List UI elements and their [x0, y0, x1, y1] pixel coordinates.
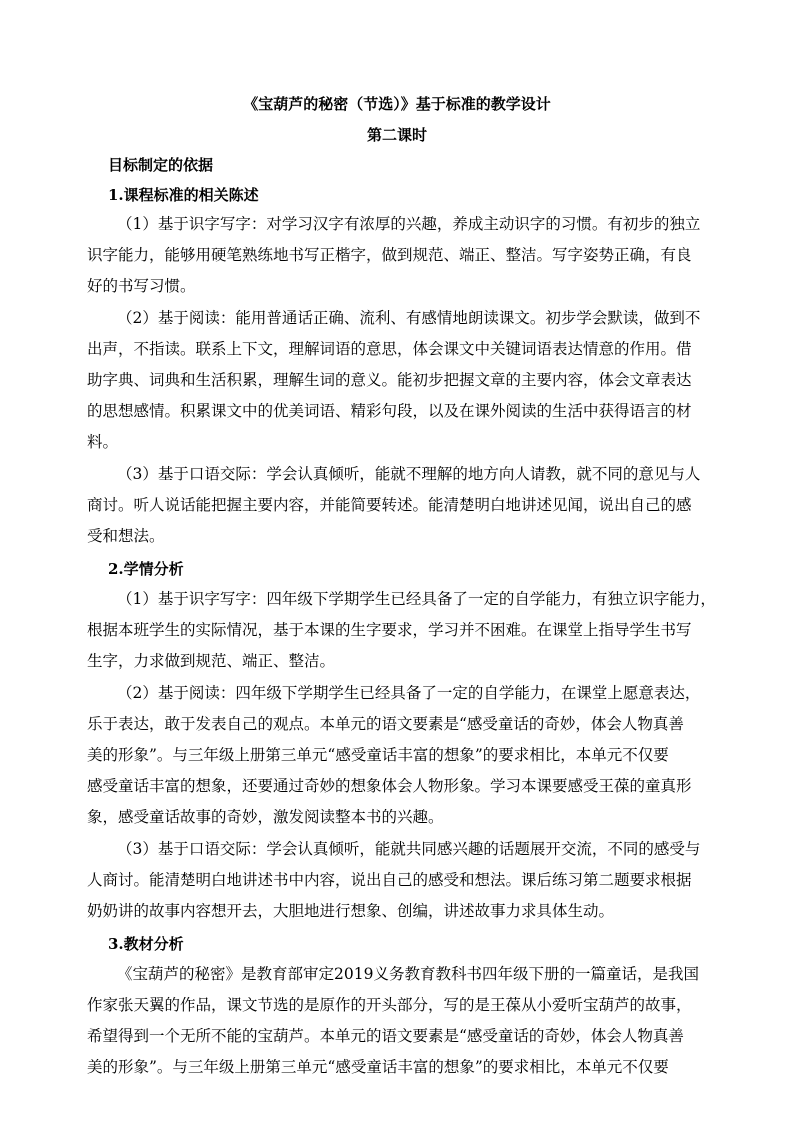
- section-heading: 3.教材分析: [108, 935, 184, 953]
- paragraph-line: 出声，不指读。联系上下文，理解词语的意思，体会课文中关键词语表达情意的作用。借: [87, 340, 692, 358]
- paragraph-line: 料。: [87, 433, 119, 451]
- paragraph-line: 人商讨。能清楚明白地讲述书中内容，说出自己的感受和想法。课后练习第二题要求根据: [87, 871, 692, 889]
- paragraph-line: （2）基于阅读：四年级下学期学生已经具备了一定的自学能力，在课堂上愿意表达，: [117, 684, 701, 702]
- paragraph-line: 象，感受童话故事的奇妙，激发阅读整本书的兴趣。: [87, 808, 444, 826]
- document-subtitle: 第二课时: [366, 126, 427, 144]
- paragraph-line: 识字能力，能够用硬笔熟练地书写正楷字，做到规范、端正、整洁。写字姿势正确，有良: [87, 246, 692, 264]
- document-title: 《宝葫芦的秘密（节选）》基于标准的教学设计: [243, 95, 551, 113]
- paragraph-line: 希望得到一个无所不能的宝葫芦。本单元的语文要素是“感受童话的奇妙，体会人物真善: [87, 1027, 684, 1045]
- paragraph-line: 美的形象”。与三年级上册第三单元“感受童话丰富的想象”的要求相比，本单元不仅要: [87, 746, 669, 764]
- paragraph-line: （1）基于识字写字：对学习汉字有浓厚的兴趣，养成主动识字的习惯。有初步的独立: [117, 215, 701, 233]
- paragraph-line: （2）基于阅读：能用普通话正确、流利、有感情地朗读课文。初步学会默读，做到不: [117, 309, 701, 327]
- paragraph-line: 作家张天翼的作品，课文节选的是原作的开头部分，写的是王葆从小爱听宝葫芦的故事，: [87, 996, 692, 1014]
- paragraph-line: 助字典、词典和生活积累，理解生词的意义。能初步把握文章的主要内容，体会文章表达: [87, 371, 692, 389]
- paragraph-line: 生字，力求做到规范、端正、整洁。: [87, 652, 336, 670]
- paragraph-line: 好的书写习惯。: [87, 277, 196, 295]
- paragraph-line: （3）基于口语交际：学会认真倾听，能就不理解的地方向人请教，就不同的意见与人: [117, 465, 701, 483]
- paragraph-line: （1）基于识字写字：四年级下学期学生已经具备了一定的自学能力，有独立识字能力，: [117, 590, 716, 608]
- paragraph-line: 美的形象”。与三年级上册第三单元“感受童话丰富的想象”的要求相比，本单元不仅要: [87, 1058, 669, 1076]
- section-basis-heading: 目标制定的依据: [108, 156, 214, 174]
- paragraph-line: 受和想法。: [87, 527, 165, 545]
- paragraph-line: 奶奶讲的故事内容想开去，大胆地进行想象、创编，讲述故事力求具体生动。: [87, 902, 615, 920]
- paragraph-line: （3）基于口语交际：学会认真倾听，能就共同感兴趣的话题展开交流，不同的感受与: [117, 840, 701, 858]
- section-heading: 1.课程标准的相关陈述: [108, 186, 259, 204]
- paragraph-line: 乐于表达，敢于发表自己的观点。本单元的语文要素是“感受童话的奇妙，体会人物真善: [87, 715, 684, 733]
- paragraph-line: 根据本班学生的实际情况，基于本课的生字要求，学习并不困难。在课堂上指导学生书写: [87, 621, 692, 639]
- paragraph-line: 感受童话丰富的想象，还要通过奇妙的想象体会人物形象。学习本课要感受王葆的童真形: [87, 777, 692, 795]
- section-heading: 2.学情分析: [108, 560, 184, 578]
- paragraph-line: 商讨。听人说话能把握主要内容，并能简要转述。能清楚明白地讲述见闻，说出自己的感: [87, 496, 692, 514]
- paragraph-line: 《宝葫芦的秘密》是教育部审定2019义务教育教科书四年级下册的一篇童话，是我国: [117, 965, 699, 983]
- paragraph-line: 的思想感情。积累课文中的优美词语、精彩句段，以及在课外阅读的生活中获得语言的材: [87, 402, 692, 420]
